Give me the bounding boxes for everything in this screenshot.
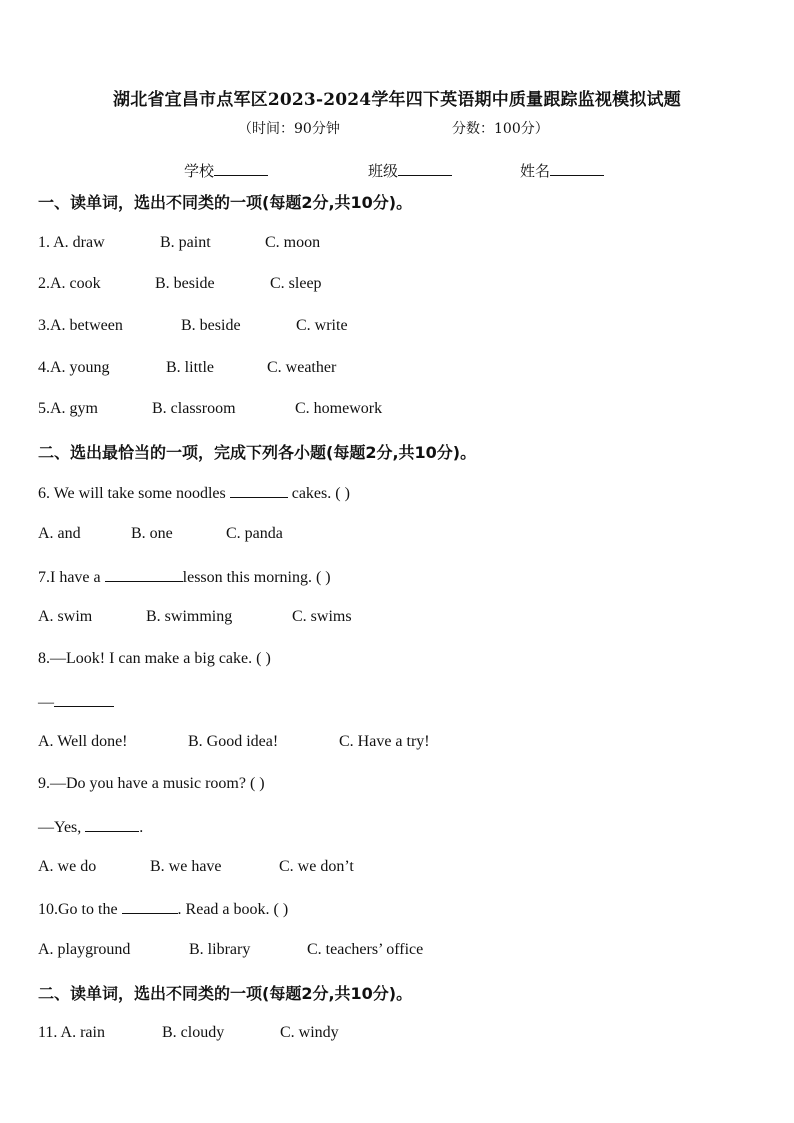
q6-option-b: B. one: [131, 525, 173, 542]
exam-time: （时间：90分钟: [238, 121, 340, 137]
q6-blank: [230, 483, 288, 498]
school-field: [184, 160, 268, 181]
q10-option-c: C. teachers’ office: [307, 941, 424, 958]
q10-text-end: . Read a book. ( ): [177, 901, 289, 918]
question-3: [38, 317, 348, 335]
name-label: 姓名: [520, 162, 551, 180]
exam-title: 湖北省宜昌市点军区2023-2024学年四下英语期中质量跟踪监视模拟试题: [113, 90, 681, 110]
q11-option-a: 11. A. rain: [38, 1024, 105, 1041]
section-2-heading: 二、选出最恰当的一项，完成下列各小题(每题2分,共10分)。: [38, 443, 477, 462]
q10-blank: [122, 899, 178, 914]
q4-option-b: B. little: [166, 359, 214, 376]
q10-option-a: A. playground: [38, 941, 131, 958]
q11-option-c: C. windy: [280, 1024, 339, 1041]
q9-reply-start: —Yes,: [38, 819, 82, 836]
q7-option-c: C. swims: [292, 608, 352, 625]
q5-option-b: B. classroom: [152, 400, 236, 417]
q7-option-b: B. swimming: [146, 608, 233, 625]
q10-option-b: B. library: [189, 941, 251, 958]
question-9-options: [38, 858, 354, 876]
class-field: [368, 160, 452, 181]
name-blank: [550, 161, 604, 176]
q6-text-start: 6. We will take some noodles: [38, 485, 226, 502]
school-label: 学校: [184, 162, 215, 180]
q5-option-a: 5.A. gym: [38, 400, 98, 417]
q11-option-b: B. cloudy: [162, 1024, 225, 1041]
q6-text-end: cakes. ( ): [291, 485, 350, 502]
question-9-reply: [38, 817, 143, 837]
q8-dash: —: [38, 694, 54, 711]
q9-option-a: A. we do: [38, 858, 97, 875]
q4-option-a: 4.A. young: [38, 359, 110, 376]
question-8: 8.—Look! I can make a big cake. ( ): [38, 650, 271, 667]
q8-option-b: B. Good idea!: [188, 733, 279, 750]
section-3-heading: 二、读单词，选出不同类的一项(每题2分,共10分)。: [38, 984, 413, 1003]
q4-option-c: C. weather: [267, 359, 337, 376]
q7-text-start: 7.I have a: [38, 569, 101, 586]
q7-blank: [105, 567, 183, 582]
section-1-heading: 一、读单词，选出不同类的一项(每题2分,共10分)。: [38, 193, 413, 212]
question-9: 9.—Do you have a music room? ( ): [38, 775, 265, 792]
class-blank: [398, 161, 452, 176]
question-4: [38, 359, 336, 377]
question-11: [38, 1024, 339, 1042]
q8-option-a: A. Well done!: [38, 733, 128, 750]
q9-reply-end: .: [139, 819, 144, 836]
q7-text-end: lesson this morning. ( ): [182, 569, 331, 586]
q3-option-a: 3.A. between: [38, 317, 123, 334]
q9-option-c: C. we don’t: [279, 858, 354, 875]
q1-option-b: B. paint: [160, 234, 211, 251]
question-10-options: [38, 941, 423, 959]
q8-option-c: C. Have a try!: [339, 733, 430, 750]
school-blank: [214, 161, 268, 176]
question-6: [38, 483, 350, 503]
question-7-options: [38, 608, 352, 626]
q1-option-c: C. moon: [265, 234, 321, 251]
question-10: [38, 899, 288, 919]
question-8-reply: [38, 692, 114, 712]
q7-option-a: A. swim: [38, 608, 93, 625]
q9-option-b: B. we have: [150, 858, 222, 875]
q2-option-b: B. beside: [155, 275, 215, 292]
q9-blank: [85, 817, 139, 832]
q6-option-a: A. and: [38, 525, 81, 542]
q3-option-c: C. write: [296, 317, 348, 334]
question-2: [38, 275, 322, 293]
question-6-options: [38, 525, 283, 543]
q2-option-a: 2.A. cook: [38, 275, 101, 292]
class-label: 班级: [368, 162, 399, 180]
exam-score: 分数：100分）: [452, 121, 549, 137]
q1-option-a: 1. A. draw: [38, 234, 105, 251]
q10-text-start: 10.Go to the: [38, 901, 118, 918]
q3-option-b: B. beside: [181, 317, 241, 334]
question-1: [38, 234, 320, 252]
q6-option-c: C. panda: [226, 525, 283, 542]
question-5: [38, 400, 382, 418]
name-field: [520, 160, 604, 181]
q8-blank: [54, 692, 114, 707]
q2-option-c: C. sleep: [270, 275, 322, 292]
q5-option-c: C. homework: [295, 400, 383, 417]
question-8-options: [38, 733, 430, 751]
question-7: [38, 567, 331, 587]
